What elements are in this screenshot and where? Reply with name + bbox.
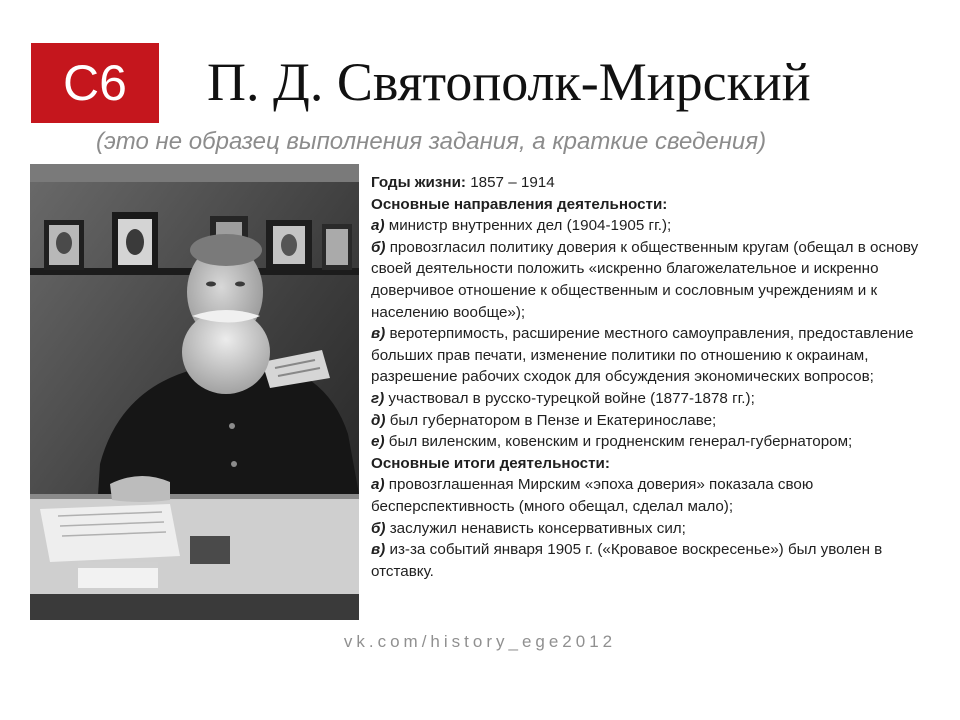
list-item: а) министр внутренних дел (1904-1905 гг.);: [371, 217, 672, 235]
activity-heading: Основные направления деятельности:: [371, 195, 668, 213]
list-item: г) участвовал в русско-турецкой войне (1877-1878 гг.);: [371, 389, 755, 407]
list-item: в) из-за событий января 1905 г. («Кровавое воскресенье») был уволен в отставку.: [371, 541, 883, 580]
list-item: б) заслужил ненависть консервативных сил;: [371, 519, 686, 537]
portrait-photo: [30, 164, 359, 620]
page-title: П. Д. Святополк-Мирский: [207, 52, 811, 112]
list-item: б) провозгласил политику доверия к общественным кругам (обещал в основу своей деятельности положить «искренно благожелательное и искренно доверчивое отношение к общественным и сословным учреждениям и к населению вообще»);: [371, 238, 919, 321]
page-subtitle: (это не образец выполнения задания, а краткие сведения): [96, 128, 767, 155]
list-item: е) был виленским, ковенским и гродненским генерал-губернатором;: [371, 433, 853, 451]
results-heading: Основные итоги деятельности:: [371, 454, 610, 472]
section-badge: С6: [31, 43, 159, 123]
years-value: 1857 – 1914: [470, 174, 555, 191]
list-item: в) веротерпимость, расширение местного самоуправления, предоставление больших прав печати, изменение политики по отношению к окраинам, разрешение рабочих сходок для обсуждения экономических вопросов;: [371, 325, 914, 386]
info-block: [371, 172, 947, 582]
years-row: [371, 172, 947, 194]
years-label: Годы жизни:: [371, 174, 466, 191]
list-item: а) провозглашенная Мирским «эпоха доверия» показала свою бесперспективность (много обещал, сделал мало);: [371, 476, 814, 515]
source-link: vk.com/history_ege2012: [343, 632, 617, 651]
list-item: д) был губернатором в Пензе и Екатеринославе;: [371, 411, 717, 429]
